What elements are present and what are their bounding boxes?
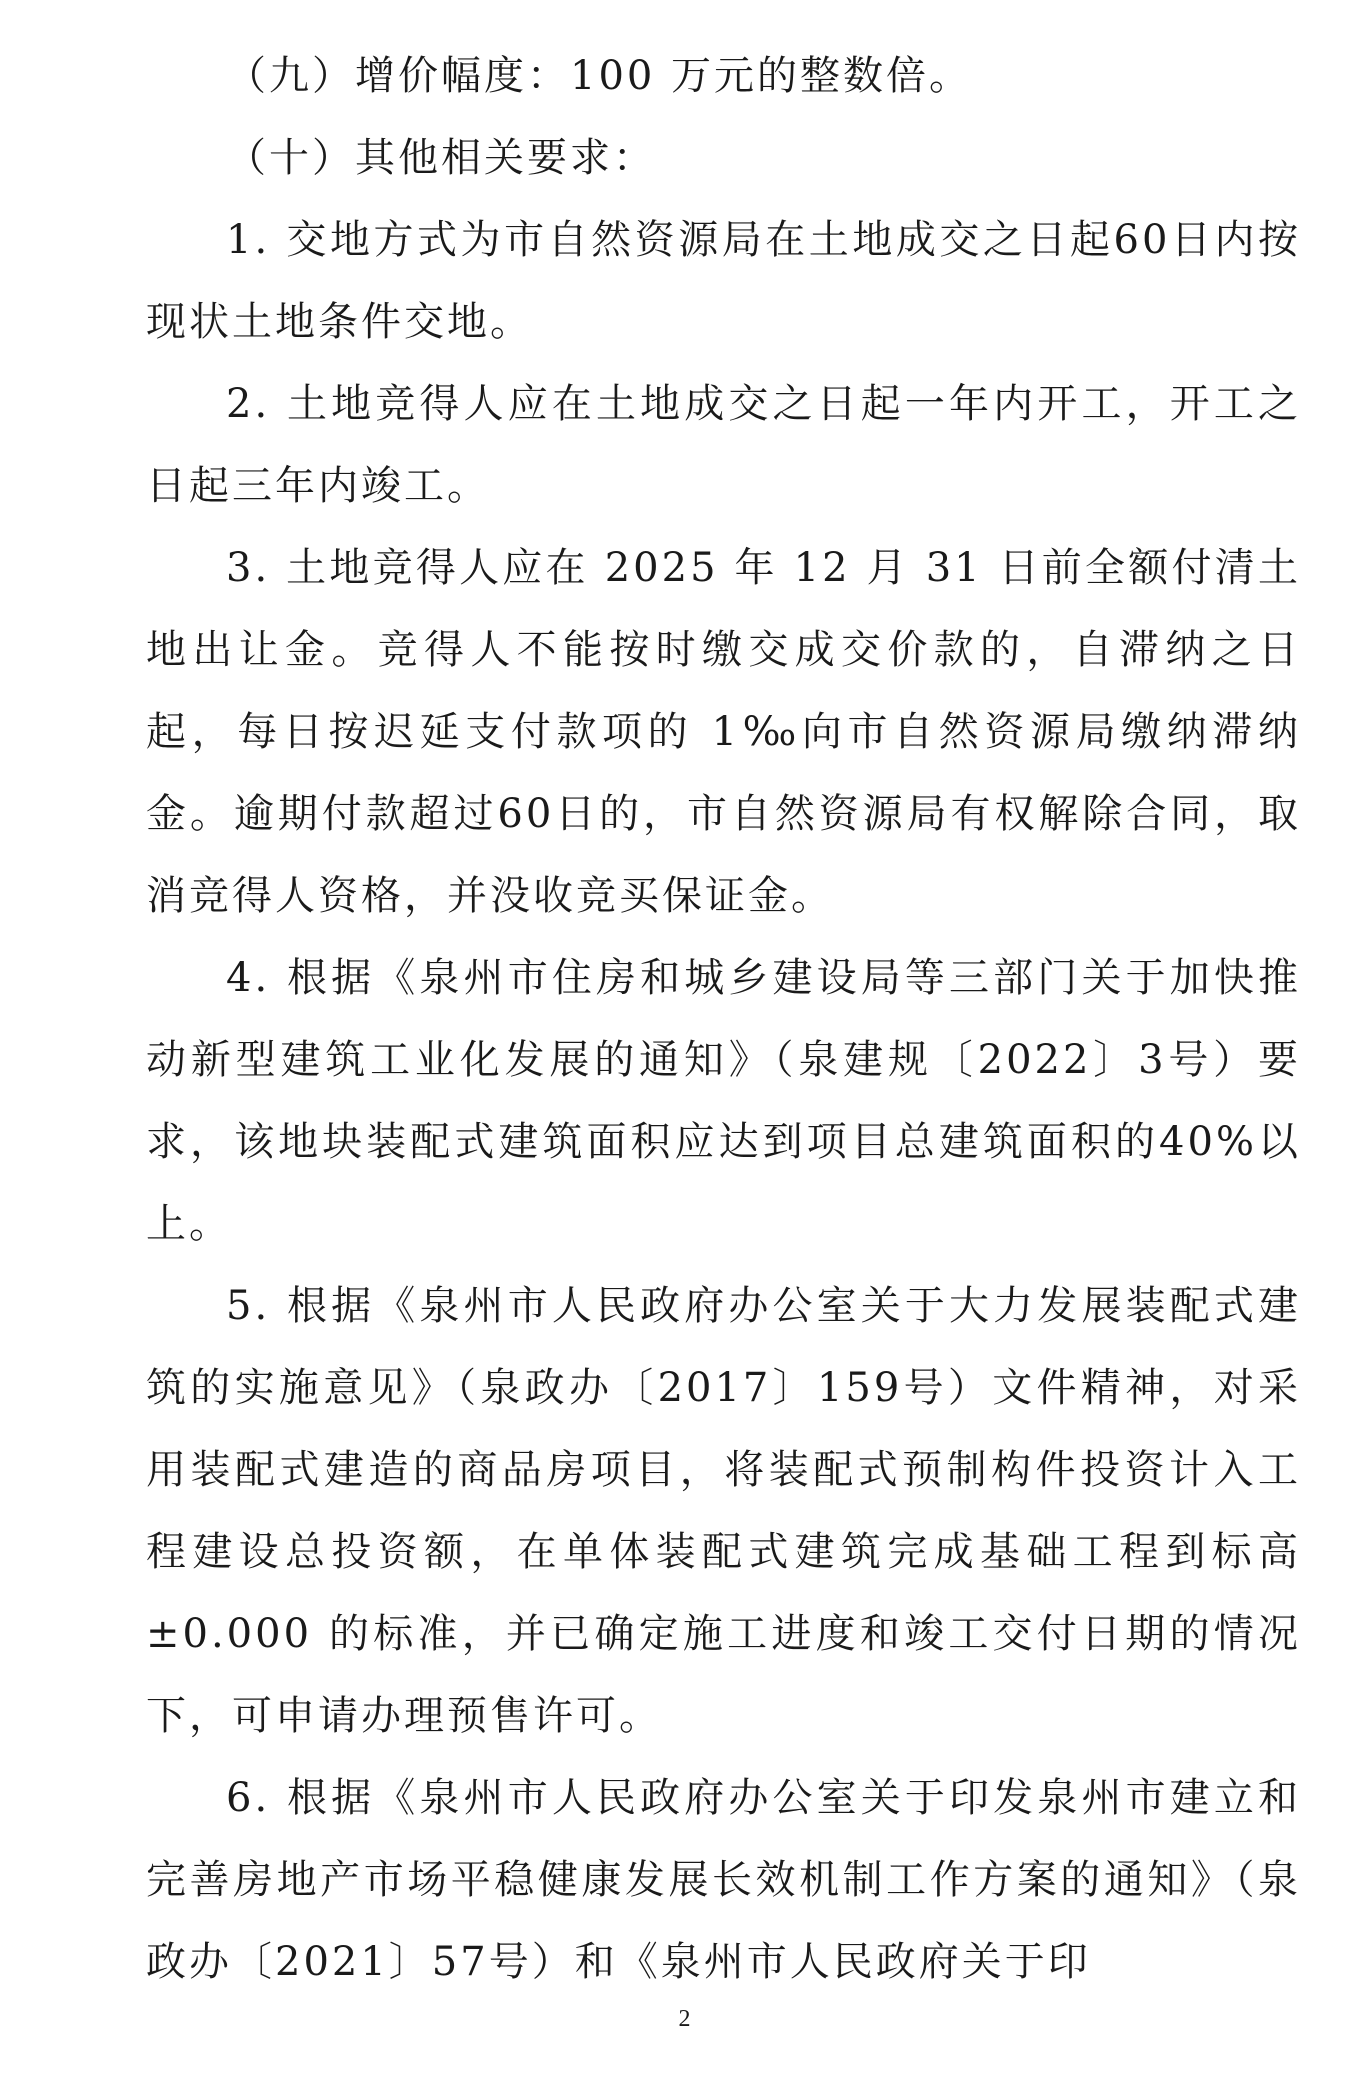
requirement-3-payment-terms: 3. 土地竞得人应在 2025 年 12 月 31 日前全额付清土地出让金。竞得人不能按时缴交成交价款的，自滞纳之日起，每日按迟延支付款项的 1‰向市自然资源局缴纳滞纳金。逾期付款超过60日的，市自然资源局有权解除合同，取消竞得人资格，并没收竞买保证金。: [146, 545, 1301, 919]
requirement-6-real-estate-policy: 6. 根据《泉州市人民政府办公室关于印发泉州市建立和完善房地产市场平稳健康发展长效机制工作方案的通知》（泉政办〔2021〕57号）和《泉州市人民政府关于印: [146, 1775, 1301, 1985]
requirement-1-land-delivery: 1. 交地方式为市自然资源局在土地成交之日起60日内按现状土地条件交地。: [146, 217, 1301, 345]
document-body: [146, 35, 1301, 2003]
page-number: 2: [678, 2006, 691, 2032]
clause-9-bid-increment: （九）增价幅度：100 万元的整数倍。: [226, 53, 973, 99]
requirement-2-construction-schedule: 2. 土地竞得人应在土地成交之日起一年内开工，开工之日起三年内竣工。: [146, 381, 1301, 509]
clause-10-other-requirements-heading: （十）其他相关要求：: [226, 135, 656, 181]
requirement-5-presale-permit: 5. 根据《泉州市人民政府办公室关于大力发展装配式建筑的实施意见》（泉政办〔2017〕159号）文件精神，对采用装配式建造的商品房项目，将装配式预制构件投资计入工程建设总投资额，在单体装配式建筑完成基础工程到标高±0.000 的标准，并已确定施工进度和竣工交付日期的情况下，可申请办理预售许可。: [146, 1283, 1301, 1739]
requirement-4-prefabricated-building-ratio: 4. 根据《泉州市住房和城乡建设局等三部门关于加快推动新型建筑工业化发展的通知》（泉建规〔2022〕3号）要求，该地块装配式建筑面积应达到项目总建筑面积的40%以上。: [146, 955, 1301, 1247]
